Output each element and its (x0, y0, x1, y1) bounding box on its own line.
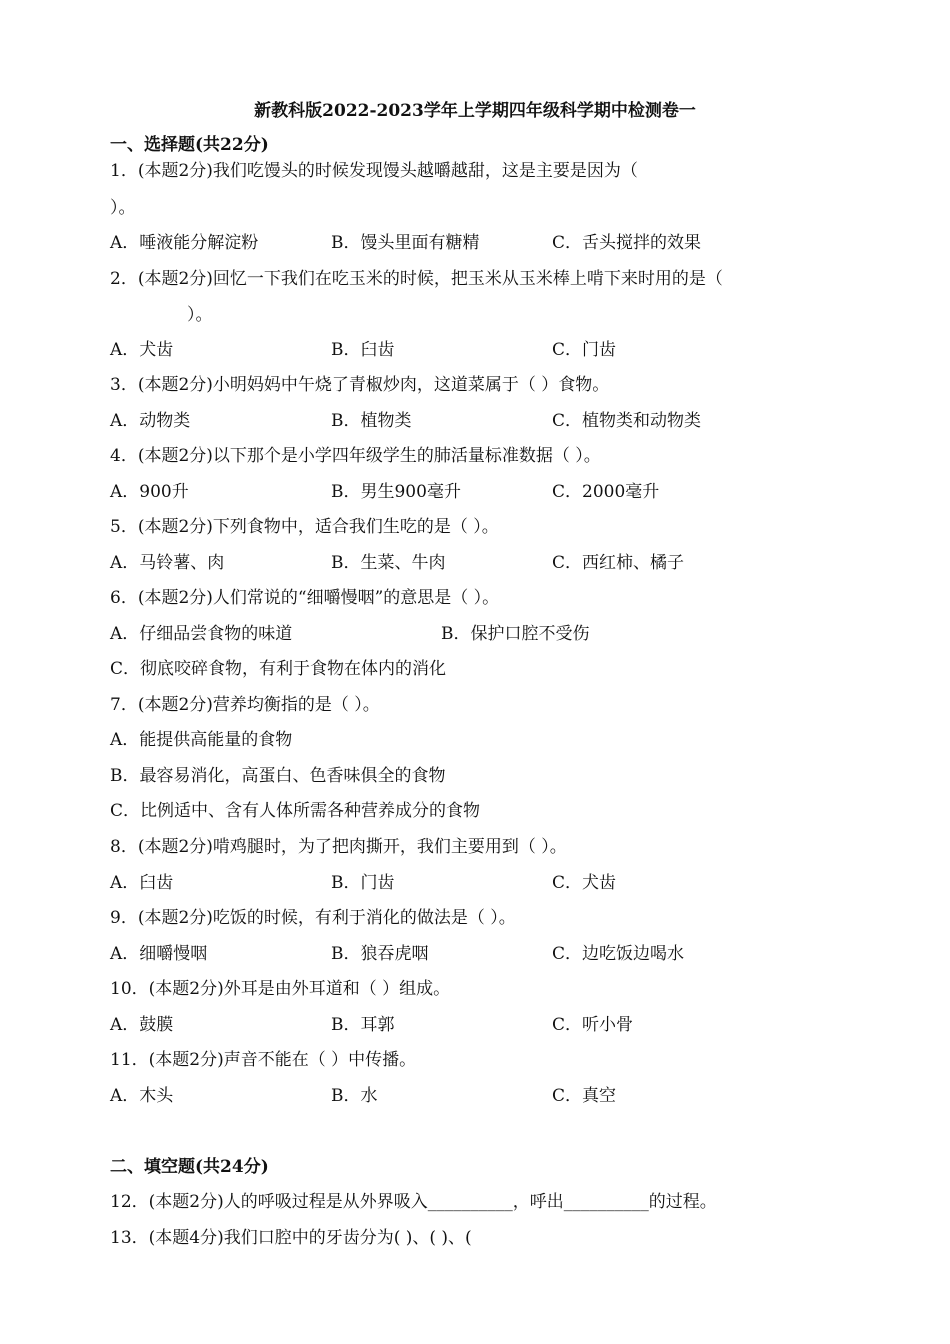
question-13: 13．(本题4分)我们口腔中的牙齿分为( )、( )、( (110, 1228, 472, 1248)
option-4b: B．男生900毫升 (331, 482, 461, 502)
option-8b: B．门齿 (331, 873, 395, 893)
option-3c: C．植物类和动物类 (552, 411, 702, 431)
option-11b: B．水 (331, 1086, 378, 1106)
option-7a: A．能提供高能量的食物 (110, 730, 293, 750)
question-6: 6．(本题2分)人们常说的“细嚼慢咽”的意思是（ ）。 (110, 588, 500, 608)
question-5: 5．(本题2分)下列食物中，适合我们生吃的是（ ）。 (110, 517, 499, 537)
question-10: 10．(本题2分)外耳是由外耳道和（ ）组成。 (110, 979, 451, 999)
option-11c: C．真空 (552, 1086, 617, 1106)
question-2-cont: ）。 (187, 305, 213, 325)
question-12: 12．(本题2分)人的呼吸过程是从外界吸入__________，呼出__________的过程。 (110, 1192, 717, 1212)
question-11: 11．(本题2分)声音不能在（ ）中传播。 (110, 1050, 417, 1070)
option-3a: A．动物类 (110, 411, 191, 431)
option-4a: A．900升 (110, 482, 189, 502)
question-1: 1．(本题2分)我们吃馒头的时候发现馒头越嚼越甜，这是主要是因为（ (110, 161, 638, 181)
option-10b: B．耳郭 (331, 1015, 395, 1035)
page-title: 新教科版2022-2023学年上学期四年级科学期中检测卷一 (254, 101, 696, 121)
option-9c: C．边吃饭边喝水 (552, 944, 685, 964)
option-2b: B．臼齿 (331, 340, 395, 360)
option-8a: A．臼齿 (110, 873, 174, 893)
option-6c: C．彻底咬碎食物，有利于食物在体内的消化 (110, 659, 447, 679)
question-1-cont: ）。 (110, 198, 136, 218)
option-1b: B．馒头里面有糖精 (331, 233, 480, 253)
option-2a: A．犬齿 (110, 340, 174, 360)
question-4: 4．(本题2分)以下那个是小学四年级学生的肺活量标准数据（ ）。 (110, 446, 601, 466)
option-10c: C．听小骨 (552, 1015, 634, 1035)
option-10a: A．鼓膜 (110, 1015, 174, 1035)
option-7b: B．最容易消化，高蛋白、色香味俱全的食物 (110, 766, 446, 786)
option-1c: C．舌头搅拌的效果 (552, 233, 702, 253)
option-4c: C．2000毫升 (552, 482, 660, 502)
option-8c: C．犬齿 (552, 873, 617, 893)
option-9a: A．细嚼慢咽 (110, 944, 208, 964)
option-11a: A．木头 (110, 1086, 174, 1106)
question-7: 7．(本题2分)营养均衡指的是（ ）。 (110, 695, 380, 715)
question-2: 2．(本题2分)回忆一下我们在吃玉米的时候，把玉米从玉米棒上啃下来时用的是（ (110, 269, 723, 289)
option-6a: A．仔细品尝食物的味道 (110, 624, 293, 644)
option-9b: B．狼吞虎咽 (331, 944, 429, 964)
option-2c: C．门齿 (552, 340, 617, 360)
section-heading-choice: 一、选择题(共22分) (110, 135, 269, 155)
question-3: 3．(本题2分)小明妈妈中午烧了青椒炒肉，这道菜属于（ ）食物。 (110, 375, 610, 395)
question-9: 9．(本题2分)吃饭的时候，有利于消化的做法是（ ）。 (110, 908, 516, 928)
option-7c: C．比例适中、含有人体所需各种营养成分的食物 (110, 801, 481, 821)
option-5a: A．马铃薯、肉 (110, 553, 225, 573)
question-8: 8．(本题2分)啃鸡腿时，为了把肉撕开，我们主要用到（ ）。 (110, 837, 567, 857)
section-heading-fill: 二、填空题(共24分) (110, 1157, 269, 1177)
option-1a: A．唾液能分解淀粉 (110, 233, 259, 253)
option-3b: B．植物类 (331, 411, 412, 431)
option-5c: C．西红柿、橘子 (552, 553, 685, 573)
option-6b: B．保护口腔不受伤 (441, 624, 590, 644)
option-5b: B．生菜、牛肉 (331, 553, 446, 573)
